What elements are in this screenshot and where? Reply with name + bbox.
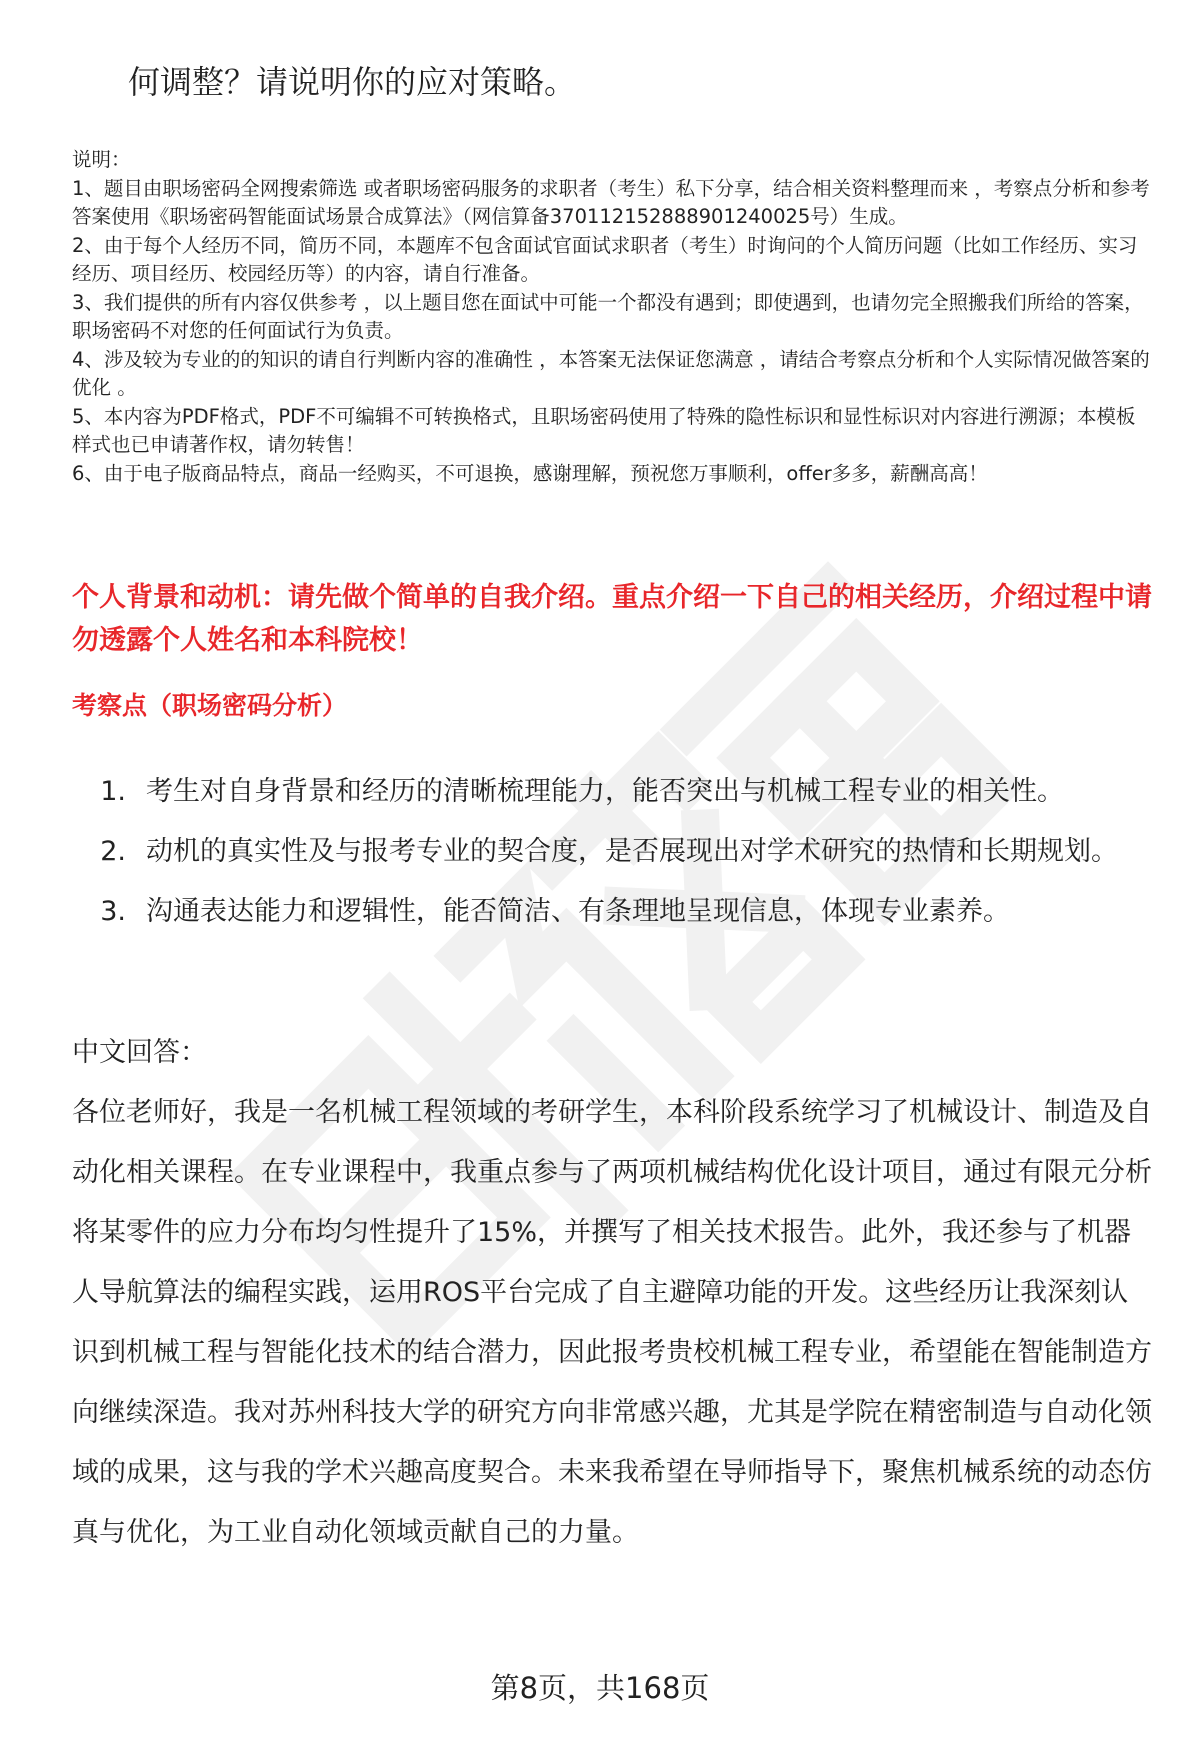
exam-points-heading: 考察点（职场密码分析） <box>72 691 348 720</box>
exam-point-text: 考生对自身背景和经历的清晰梳理能力，能否突出与机械工程专业的相关性。 <box>146 776 1064 807</box>
exam-point-number: 1. <box>100 776 126 807</box>
exam-points-list <box>72 762 1152 942</box>
exam-point-item <box>72 882 1152 942</box>
page-number: 第8页，共168页 <box>490 1671 710 1705</box>
note-item: 4、涉及较为专业的的知识的请自行判断内容的准确性 ，本答案无法保证您满意 ，请结合考察点分析和个人实际情况做答案的优化 。 <box>72 347 1150 399</box>
answer-body: 各位老师好，我是一名机械工程领域的考研学生，本科阶段系统学习了机械设计、制造及自动化相关课程。在专业课程中，我重点参与了两项机械结构优化设计项目，通过有限元分析将某零件的应力分布均匀性提升了15%，并撰写了相关技术报告。此外，我还参与了机器人导航算法的编程实践，运用ROS平台完成了自主避障功能的开发。这些经历让我深刻认识到机械工程与智能化技术的结合潜力，因此报考贵校机械工程专业，希望能在智能制造方向继续深造。我对苏州科技大学的研究方向非常感兴趣，尤其是学院在精密制造与自动化领域的成果，这与我的学术兴趣高度契合。未来我希望在导师指导下，聚焦机械系统的动态仿真与优化，为工业自动化领域贡献自己的力量。 <box>72 1097 1152 1548</box>
notes-block <box>72 146 1152 488</box>
exam-point-item <box>72 762 1152 822</box>
note-item: 5、本内容为PDF格式，PDF不可编辑不可转换格式，且职场密码使用了特殊的隐性标识和显性标识对内容进行溯源；本模板样式也已申请著作权，请勿转售！ <box>72 404 1136 456</box>
notes-title: 说明： <box>72 148 131 171</box>
note-item: 1、题目由职场密码全网搜索筛选 或者职场密码服务的求职者（考生）私下分享，结合相关资料整理而来 ，考察点分析和参考答案使用《职场密码智能面试场景合成算法》（网信算备370112152888901240025号）生成。 <box>72 176 1150 228</box>
exam-point-number: 3. <box>100 896 126 927</box>
exam-point-number: 2. <box>100 836 126 867</box>
exam-point-item <box>72 822 1152 882</box>
note-item: 3、我们提供的所有内容仅供参考 ，以上题目您在面试中可能一个都没有遇到；即使遇到，也请勿完全照搬我们所给的答案，职场密码不对您的任何面试行为负责。 <box>72 290 1144 342</box>
exam-point-text: 沟通表达能力和逻辑性，能否简洁、有条理地呈现信息，体现专业素养。 <box>146 896 1010 927</box>
question-tail: 何调整？请说明你的应对策略。 <box>128 63 577 101</box>
note-item: 6、由于电子版商品特点，商品一经购买，不可退换，感谢理解，预祝您万事顺利，offer多多，薪酬高高！ <box>72 461 988 485</box>
question-title: 个人背景和动机：请先做个简单的自我介绍。重点介绍一下自己的相关经历，介绍过程中请勿透露个人姓名和本科院校！ <box>72 582 1152 656</box>
answer-label: 中文回答： <box>72 1037 207 1068</box>
note-item: 2、由于每个人经历不同，简历不同，本题库不包含面试官面试求职者（考生）时询问的个人简历问题（比如工作经历、实习经历、项目经历、校园经历等）的内容，请自行准备。 <box>72 233 1138 285</box>
exam-point-text: 动机的真实性及与报考专业的契合度，是否展现出对学术研究的热情和长期规划。 <box>146 836 1118 867</box>
